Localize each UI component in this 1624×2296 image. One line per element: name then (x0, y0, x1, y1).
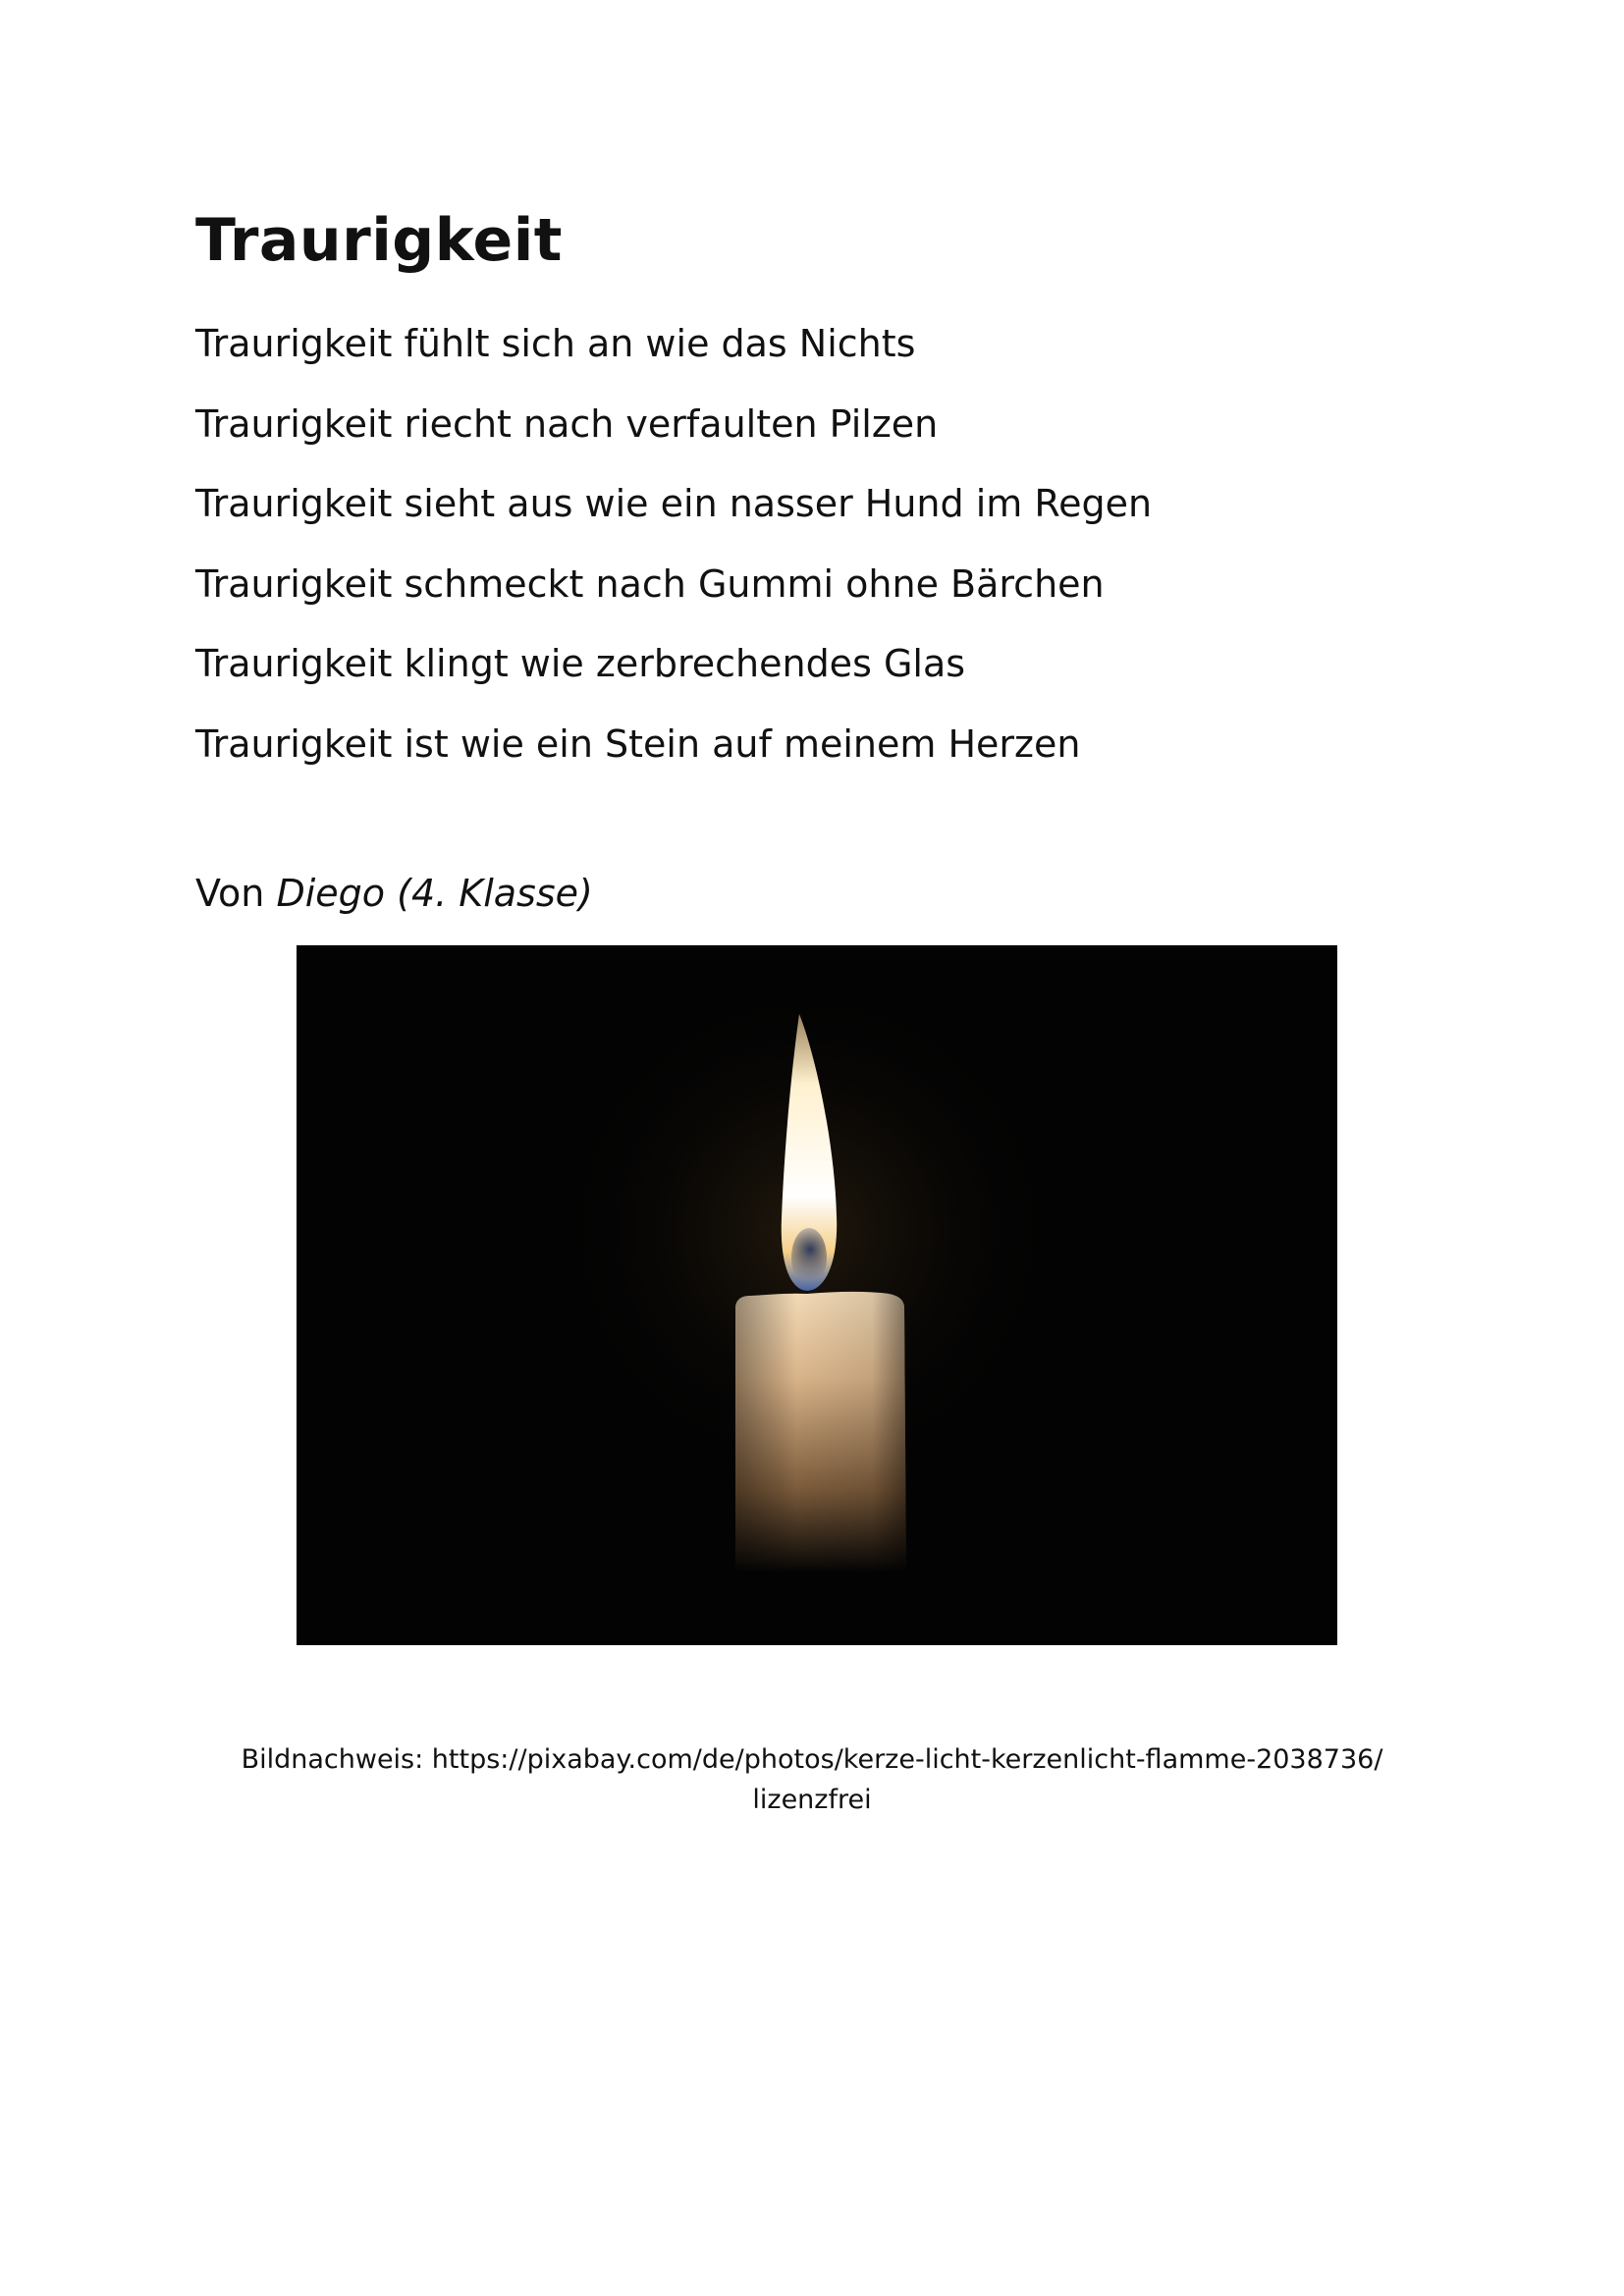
poem-line-3: Traurigkeit sieht aus wie ein nasser Hund im Regen (195, 482, 1153, 525)
poem-line-5: Traurigkeit klingt wie zerbrechendes Glas (195, 642, 966, 685)
poem-line-2: Traurigkeit riecht nach verfaulten Pilzen (195, 401, 939, 446)
author-prefix: Von (195, 872, 265, 915)
author-line (195, 864, 593, 923)
poem-line-6: Traurigkeit ist wie ein Stein auf meinem Herzen (195, 721, 1081, 766)
poem (195, 304, 1152, 784)
credit-source: Bildnachweis: https://pixabay.com/de/photos/kerze-licht-kerzenlicht-flamme-2038736/ (241, 1744, 1383, 1775)
poem-line-4: Traurigkeit schmeckt nach Gummi ohne Bärchen (195, 561, 1105, 606)
image-credit (0, 1739, 1624, 1820)
page-title: Traurigkeit (195, 206, 563, 275)
author-name: Diego (4. Klasse) (276, 872, 593, 915)
candle-flame-icon (297, 945, 1337, 1645)
candle-photo (297, 945, 1337, 1645)
poem-line-1: Traurigkeit fühlt sich an wie das Nichts (195, 322, 916, 365)
credit-license: lizenzfrei (752, 1785, 872, 1815)
